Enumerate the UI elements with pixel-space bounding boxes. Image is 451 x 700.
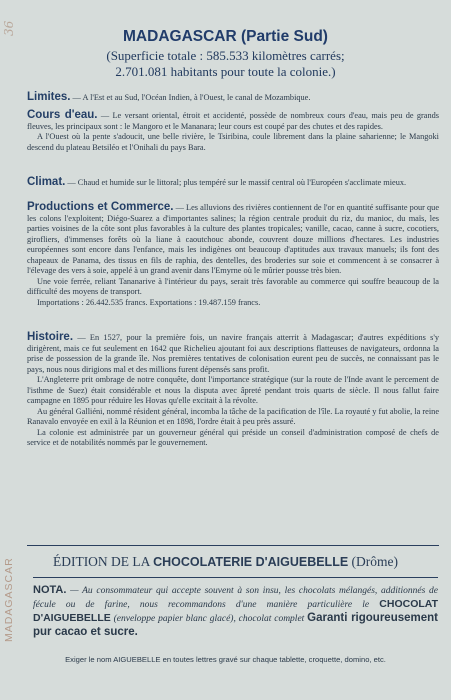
nota-text-2: (enveloppe papier blanc glacé), chocolat complet: [113, 614, 305, 624]
section-cours-eau: [27, 110, 439, 153]
section-limites: [27, 92, 439, 104]
nota-text-1: — Au consommateur qui accepte souvent à son insu, les chocolats mélangés, additionnés de fécule ou de farine, nous recommandons d'une manière particulière le: [33, 586, 439, 610]
histoire-text-4: La colonie est administrée par un gouverneur général qui préside un conseil d'administration composé de chefs de service et de notabilités nommés par le gouvernement.: [27, 427, 439, 447]
climat-text: — Chaud et humide sur le littoral; plus tempéré sur le massif central où l'Européen s'acclimate mieux.: [67, 178, 407, 187]
climat-heading: Climat.: [27, 176, 66, 188]
nota-label: NOTA.: [33, 584, 67, 596]
productions-text-1: — Les alluvions des rivières contiennent de l'or en quantité suffisante pour que les colons l'exploitent; Diégo-Suarez a d'importantes salines; la région centrale produit du riz, du manioc, du maïs, les parties voisines de la côte sont plus favorables à la culture des plantes tropicales; vanille, cacao, canne à sucre, cocotiers, girofliers, d'immenses forêts où la liane à caoutchouc abonde, couvrent douze millions d'hectares. Les industries européennes sont encore dans l'enfance, mais les indigènes ont beaucoup d'aptitudes aux travaux manuels; ils font des chapeaux de Panama, des tissus en fils de raphia, des dentelles, des broderies sur soie et commencent à se consacrer à l'élevage des vers à soie, appelé à un grand avenir dans l'Emyrne où le mûrier pousse très bien.: [27, 203, 439, 275]
corner-note: 36: [2, 20, 16, 36]
footnote: Exiger le nom AIGUEBELLE en toutes lettres gravé sur chaque tablette, croquette, domino, etc.: [65, 655, 386, 664]
cours-eau-text-2: A l'Ouest où la pente s'adoucit, une belle rivière, le Tsiribina, coule librement dans la plaine saharienne; le Mangoki descend du plateau Betsiléo et l'Onihali du pays Bara.: [27, 132, 439, 152]
edition-line: [0, 554, 451, 570]
histoire-heading: Histoire.: [27, 331, 74, 343]
nota-paragraph: [33, 584, 438, 640]
histoire-text-1: — En 1527, pour la première fois, un navire français atterrit à Madagascar; d'autres expéditions s'y dirigèrent, mais ce fut seulement en 1642 que Richelieu ajoutant foi aux descriptions flatteuses de navigateurs, ordonna la prise de possession de la grande île. Nos premières tentatives de colonisation eurent peu de succès, ne connaissant pas le pays, nous nous dirigions mal et des millions furent dépensés sans profit.: [27, 333, 440, 374]
limites-text: — A l'Est et au Sud, l'Océan Indien, à l'Ouest, le canal de Mozambique.: [72, 93, 311, 102]
limites-heading: Limites.: [27, 91, 71, 103]
edition-brand: CHOCOLATERIE D'AIGUEBELLE: [153, 555, 349, 569]
section-climat: [27, 177, 439, 189]
subtitle-line-2: 2.701.081 habitants pour toute la colonie.): [115, 64, 336, 79]
histoire-text-3: Au général Galliéni, nommé résident général, incomba la tâche de la pacification de l'île. La royauté y fut abolie, la reine Ranavalo envoyée en exil à la Réunion et en 1898, l'ordre était à peu près assuré.: [27, 406, 439, 426]
edition-prefix: ÉDITION DE LA: [52, 554, 150, 569]
histoire-text-2: L'Angleterre prit ombrage de notre conquête, dont l'importance stratégique (sur la route de l'Inde avant le percement de l'isthme de Suez) était considérable et nous la disputa avec âpreté pendant trois quarts de siècle. Il nous fallut faire campagne en 1895 pour réduire les Hovas qu'elle excitait à la révolte.: [27, 375, 439, 405]
edition-suffix: (Drôme): [351, 554, 399, 569]
side-handwritten-label: MADAGASCAR: [3, 557, 15, 642]
cours-eau-text-1: — Le versant oriental, étroit et accidenté, possède de nombreux cours d'eau, mais peu de grands fleuves, les principaux sont : le Mangoro et le Mananara; leur cours est coupé par des chutes et des rapides.: [27, 111, 440, 131]
section-productions: [27, 202, 439, 308]
divider-bottom: [33, 577, 438, 578]
nota-guarantee: Garanti rigoureusement pur cacao et sucre.: [33, 612, 438, 638]
divider-top: [27, 545, 439, 546]
subtitle-line-1: (Superficie totale : 585.533 kilomètres carrés;: [106, 48, 345, 63]
section-histoire: [27, 332, 439, 449]
productions-text-3: Importations : 26.442.535 francs. Exportations : 19.487.159 francs.: [37, 297, 261, 307]
productions-text-2: Une voie ferrée, reliant Tananarive à l'intérieur du pays, serait très favorable au commerce qui souffre beaucoup de la difficulté des moyens de transport.: [27, 276, 439, 296]
page-title: MADAGASCAR (Partie Sud): [123, 28, 328, 45]
cours-eau-heading: Cours d'eau.: [27, 109, 98, 121]
productions-heading: Productions et Commerce.: [27, 201, 174, 213]
nota-brand: CHOCOLAT D'AIGUEBELLE: [33, 598, 438, 624]
